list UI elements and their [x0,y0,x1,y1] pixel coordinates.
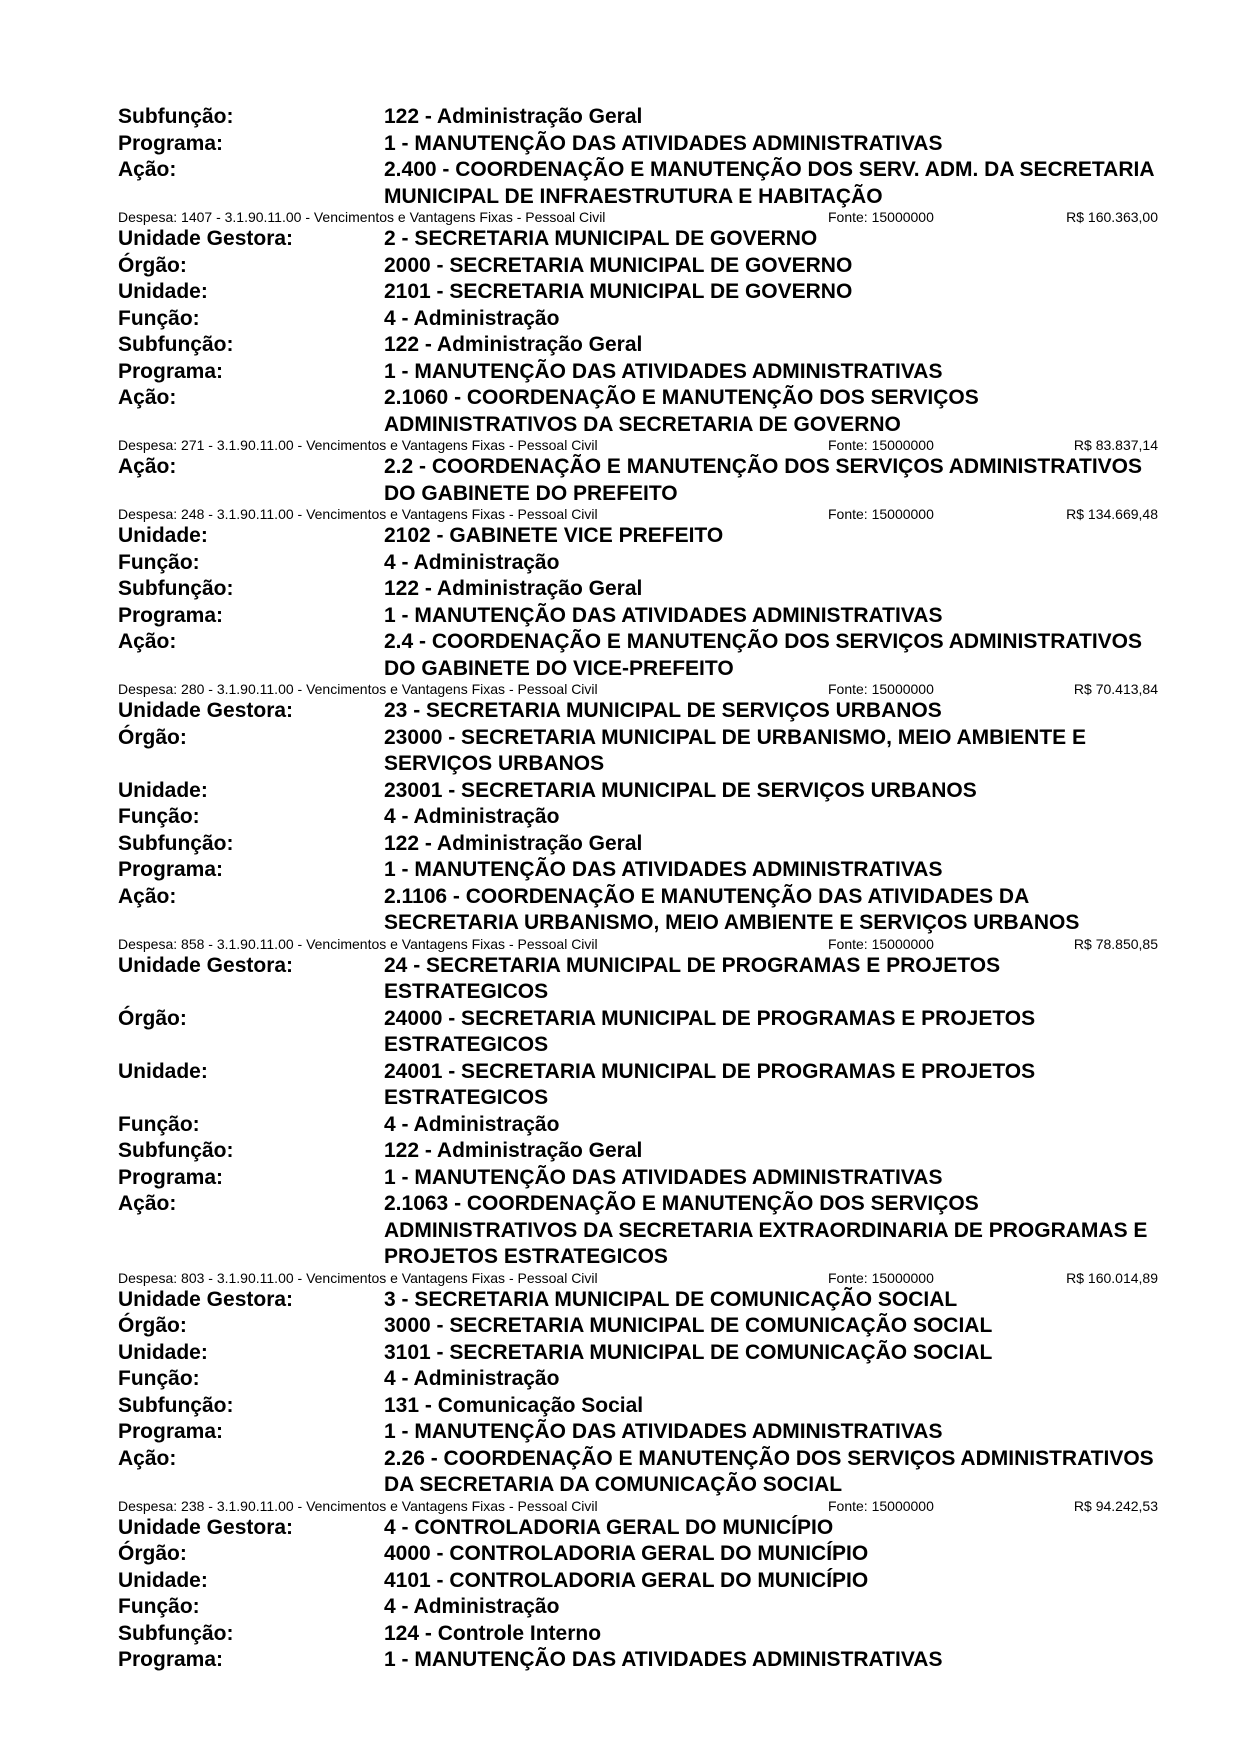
field-row-acao [118,157,1158,210]
field-row-programa [118,1647,1158,1674]
field-row-subfuncao [118,104,1158,131]
expense-row [118,1498,1158,1515]
field-value: 2000 - SECRETARIA MUNICIPAL DE GOVERNO [384,253,853,277]
field-label: Programa: [118,1420,224,1443]
field-row-acao [118,385,1158,438]
field-label: Unidade Gestora: [118,1287,294,1311]
field-label: Unidade Gestora: [118,953,294,977]
field-label: Ação: [118,884,177,908]
expense-description: Despesa: 280 - 3.1.90.11.00 - Vencimentos e Vantagens Fixas - Pessoal Civil [118,681,598,697]
expense-amount: R$ 160.014,89 [1066,1269,1158,1286]
field-value: 24000 - SECRETARIA MUNICIPAL DE PROGRAMAS E PROJETOS ESTRATEGICOS [384,1006,1036,1056]
field-value: 122 - Administração Geral [384,105,643,128]
field-label: Função: [118,1367,200,1390]
field-value: 1 - MANUTENÇÃO DAS ATIVIDADES ADMINISTRATIVAS [384,1420,943,1443]
field-value: 4000 - CONTROLADORIA GERAL DO MUNICÍPIO [384,1542,869,1565]
expense-row [118,1270,1158,1287]
field-label: Unidade Gestora: [118,1515,294,1539]
field-value: 124 - Controle Interno [384,1621,602,1645]
field-row-unidade-gestora [118,226,1158,253]
field-row-orgao [118,1313,1158,1340]
field-row-subfuncao [118,831,1158,858]
field-row-orgao [118,1541,1158,1568]
field-label: Programa: [118,131,224,155]
expense-description: Despesa: 803 - 3.1.90.11.00 - Vencimentos e Vantagens Fixas - Pessoal Civil [118,1269,598,1286]
field-value: 122 - Administração Geral [384,1139,643,1162]
field-value: 4 - Administração [384,550,560,574]
expense-row [118,936,1158,953]
field-value: 24001 - SECRETARIA MUNICIPAL DE PROGRAMAS E PROJETOS ESTRATEGICOS [384,1059,1036,1109]
field-value: 1 - MANUTENÇÃO DAS ATIVIDADES ADMINISTRATIVAS [384,858,943,881]
field-label: Unidade Gestora: [118,227,294,250]
field-row-funcao [118,550,1158,577]
field-row-subfuncao [118,1393,1158,1420]
field-value: 2.1060 - COORDENAÇÃO E MANUTENÇÃO DOS SERVIÇOS ADMINISTRATIVOS DA SECRETARIA DE GOVERNO [384,386,979,436]
field-value: 2.4 - COORDENAÇÃO E MANUTENÇÃO DOS SERVIÇOS ADMINISTRATIVOS DO GABINETE DO VICE-PREFEITO [384,630,1143,680]
field-row-funcao [118,1112,1158,1139]
field-value: 4 - CONTROLADORIA GERAL DO MUNICÍPIO [384,1515,834,1539]
field-value: 4 - Administração [384,805,560,828]
field-label: Órgão: [118,1006,187,1030]
field-value: 122 - Administração Geral [384,333,643,356]
field-label: Subfunção: [118,1621,234,1645]
field-row-programa [118,603,1158,630]
field-value: 122 - Administração Geral [384,577,643,600]
field-row-orgao [118,253,1158,280]
field-row-unidade [118,523,1158,550]
field-value: 4 - Administração [384,1367,560,1390]
expense-description: Despesa: 238 - 3.1.90.11.00 - Vencimentos e Vantagens Fixas - Pessoal Civil [118,1497,598,1514]
field-label: Unidade: [118,1059,208,1083]
field-value: 1 - MANUTENÇÃO DAS ATIVIDADES ADMINISTRATIVAS [384,603,943,627]
field-row-acao [118,629,1158,682]
field-label: Subfunção: [118,577,234,600]
field-value: 1 - MANUTENÇÃO DAS ATIVIDADES ADMINISTRATIVAS [384,131,943,155]
field-row-acao [118,884,1158,937]
field-label: Função: [118,1112,200,1136]
field-row-unidade-gestora [118,953,1158,1006]
field-label: Subfunção: [118,333,234,356]
field-label: Programa: [118,359,224,383]
expense-row [118,506,1158,523]
field-label: Unidade: [118,1568,208,1592]
expense-amount: R$ 160.363,00 [1066,209,1158,225]
field-label: Programa: [118,603,224,627]
field-label: Função: [118,550,200,574]
expense-amount: R$ 134.669,48 [1066,506,1158,522]
expense-source: Fonte: 15000000 [828,1497,934,1514]
expense-source: Fonte: 15000000 [828,209,934,225]
field-label: Unidade: [118,778,208,802]
field-label: Subfunção: [118,1139,234,1162]
field-value: 2.2 - COORDENAÇÃO E MANUTENÇÃO DOS SERVIÇOS ADMINISTRATIVOS DO GABINETE DO PREFEITO [384,455,1143,505]
field-value: 2101 - SECRETARIA MUNICIPAL DE GOVERNO [384,280,853,303]
field-label: Ação: [118,386,177,409]
field-row-unidade-gestora [118,698,1158,725]
expense-description: Despesa: 271 - 3.1.90.11.00 - Vencimentos e Vantagens Fixas - Pessoal Civil [118,437,598,453]
field-value: 4 - Administração [384,1595,560,1618]
field-row-orgao [118,1006,1158,1059]
field-value: 4 - Administração [384,306,560,330]
field-label: Programa: [118,1165,224,1189]
field-value: 2.26 - COORDENAÇÃO E MANUTENÇÃO DOS SERVIÇOS ADMINISTRATIVOS DA SECRETARIA DA COMUNICAÇÃO SOCIAL [384,1446,1154,1496]
field-label: Programa: [118,1648,224,1671]
field-row-funcao [118,306,1158,333]
expense-amount: R$ 94.242,53 [1073,1497,1158,1514]
expense-description: Despesa: 248 - 3.1.90.11.00 - Vencimentos e Vantagens Fixas - Pessoal Civil [118,506,598,522]
field-label: Órgão: [118,725,187,749]
field-label: Programa: [118,858,224,881]
field-label: Ação: [118,1192,177,1215]
field-row-programa [118,1165,1158,1192]
field-row-orgao [118,725,1158,778]
field-value: 2 - SECRETARIA MUNICIPAL DE GOVERNO [384,227,818,250]
expense-row [118,681,1158,698]
field-label: Ação: [118,630,177,653]
field-row-funcao [118,1594,1158,1621]
expense-amount: R$ 83.837,14 [1073,437,1158,453]
field-label: Órgão: [118,1314,187,1337]
field-row-unidade [118,778,1158,805]
field-row-subfuncao [118,1621,1158,1648]
field-label: Órgão: [118,1542,187,1565]
field-value: 3101 - SECRETARIA MUNICIPAL DE COMUNICAÇÃO SOCIAL [384,1340,993,1364]
field-row-acao [118,1446,1158,1499]
field-value: 131 - Comunicação Social [384,1393,644,1417]
field-value: 2102 - GABINETE VICE PREFEITO [384,524,724,547]
field-row-programa [118,359,1158,386]
field-value: 2.1106 - COORDENAÇÃO E MANUTENÇÃO DAS ATIVIDADES DA SECRETARIA URBANISMO, MEIO AMBIENTE E SERVIÇOS URBANOS [384,884,1080,934]
field-label: Unidade: [118,524,208,547]
field-value: 3 - SECRETARIA MUNICIPAL DE COMUNICAÇÃO SOCIAL [384,1287,958,1311]
field-label: Ação: [118,455,177,478]
field-value: 23001 - SECRETARIA MUNICIPAL DE SERVIÇOS URBANOS [384,778,977,802]
expense-description: Despesa: 1407 - 3.1.90.11.00 - Vencimentos e Vantagens Fixas - Pessoal Civil [118,209,606,225]
expense-source: Fonte: 15000000 [828,1269,934,1286]
field-row-funcao [118,1366,1158,1393]
field-value: 2.1063 - COORDENAÇÃO E MANUTENÇÃO DOS SERVIÇOS ADMINISTRATIVOS DA SECRETARIA EXTRAORDINARIA DE PROGRAMAS E PROJETOS ESTRATEGICOS [384,1192,1148,1268]
field-row-acao [118,1191,1158,1271]
field-row-unidade [118,1340,1158,1367]
field-value: 1 - MANUTENÇÃO DAS ATIVIDADES ADMINISTRATIVAS [384,359,943,383]
field-value: 122 - Administração Geral [384,831,643,855]
field-row-acao [118,454,1158,507]
field-label: Função: [118,1595,200,1618]
field-row-programa [118,1419,1158,1446]
field-row-programa [118,131,1158,158]
expense-row [118,209,1158,226]
field-row-funcao [118,804,1158,831]
field-value: 3000 - SECRETARIA MUNICIPAL DE COMUNICAÇÃO SOCIAL [384,1314,993,1337]
expense-amount: R$ 70.413,84 [1073,681,1158,697]
field-value: 2.400 - COORDENAÇÃO E MANUTENÇÃO DOS SERV. ADM. DA SECRETARIA MUNICIPAL DE INFRAESTRUTURA E HABITAÇÃO [384,158,1154,208]
field-value: 4 - Administração [384,1112,560,1136]
field-label: Subfunção: [118,1393,234,1417]
field-label: Unidade: [118,1340,208,1364]
field-value: 24 - SECRETARIA MUNICIPAL DE PROGRAMAS E PROJETOS ESTRATEGICOS [384,953,1001,1003]
expense-source: Fonte: 15000000 [828,935,934,952]
field-label: Unidade: [118,280,208,303]
field-row-unidade-gestora [118,1515,1158,1542]
field-label: Ação: [118,158,177,181]
expense-source: Fonte: 15000000 [828,437,934,453]
field-value: 23000 - SECRETARIA MUNICIPAL DE URBANISMO, MEIO AMBIENTE E SERVIÇOS URBANOS [384,725,1087,775]
field-label: Subfunção: [118,105,234,128]
expense-row [118,437,1158,454]
field-value: 1 - MANUTENÇÃO DAS ATIVIDADES ADMINISTRATIVAS [384,1648,943,1671]
field-label: Ação: [118,1446,177,1470]
field-row-unidade [118,1059,1158,1112]
field-row-unidade [118,1568,1158,1595]
field-row-unidade-gestora [118,1287,1158,1314]
field-label: Órgão: [118,253,187,277]
field-label: Função: [118,306,200,330]
field-row-programa [118,857,1158,884]
field-value: 1 - MANUTENÇÃO DAS ATIVIDADES ADMINISTRATIVAS [384,1165,943,1189]
field-row-subfuncao [118,332,1158,359]
field-row-subfuncao [118,1138,1158,1165]
field-row-subfuncao [118,576,1158,603]
field-label: Subfunção: [118,831,234,855]
field-label: Unidade Gestora: [118,699,294,722]
expense-description: Despesa: 858 - 3.1.90.11.00 - Vencimentos e Vantagens Fixas - Pessoal Civil [118,935,598,952]
expense-source: Fonte: 15000000 [828,681,934,697]
field-value: 4101 - CONTROLADORIA GERAL DO MUNICÍPIO [384,1568,869,1592]
field-label: Função: [118,805,200,828]
budget-document [118,104,1158,1674]
expense-source: Fonte: 15000000 [828,506,934,522]
field-value: 23 - SECRETARIA MUNICIPAL DE SERVIÇOS URBANOS [384,699,942,722]
field-row-unidade [118,279,1158,306]
expense-amount: R$ 78.850,85 [1073,935,1158,952]
